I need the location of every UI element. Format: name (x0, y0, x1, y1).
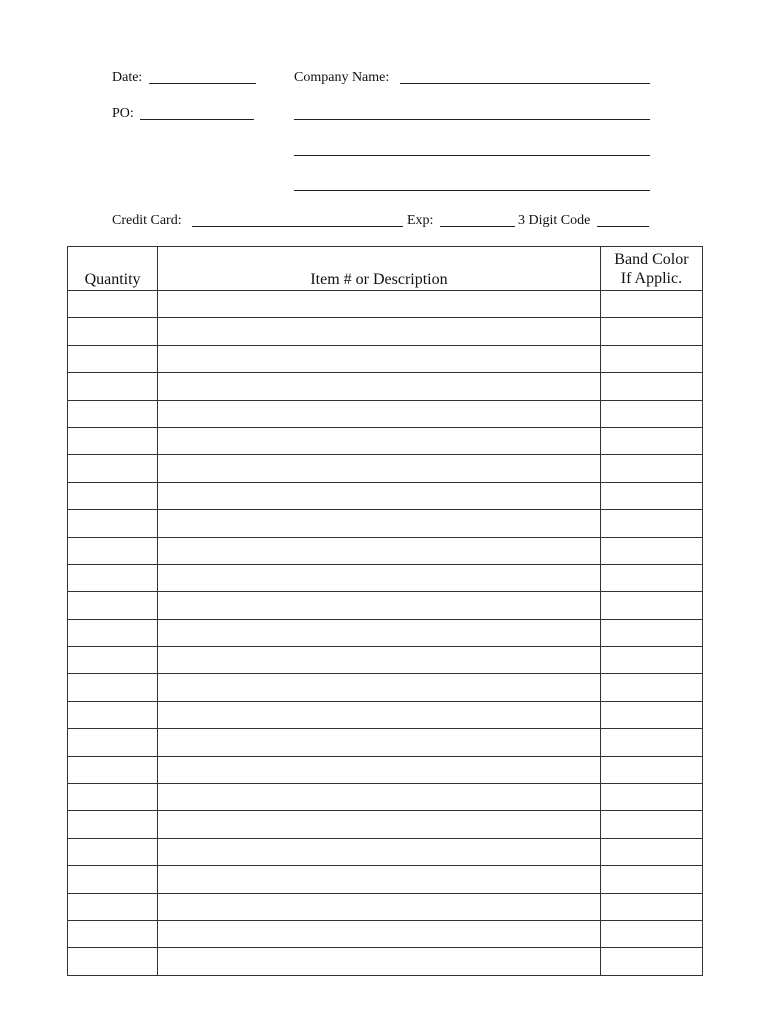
table-row (68, 838, 703, 865)
company-name-label: Company Name: (294, 70, 390, 85)
description-cell[interactable] (158, 756, 601, 783)
band-color-cell[interactable] (600, 811, 702, 838)
quantity-cell[interactable] (68, 592, 158, 619)
band-color-cell[interactable] (600, 866, 702, 893)
table-row (68, 345, 703, 372)
quantity-cell[interactable] (68, 619, 158, 646)
table-row (68, 537, 703, 564)
description-cell[interactable] (158, 811, 601, 838)
table-row (68, 893, 703, 920)
band-color-cell[interactable] (600, 756, 702, 783)
address-line-2[interactable] (294, 155, 650, 156)
table-row (68, 318, 703, 345)
table-row (68, 510, 703, 537)
quantity-cell[interactable] (68, 291, 158, 318)
quantity-cell[interactable] (68, 920, 158, 947)
table-row (68, 482, 703, 509)
table-row (68, 647, 703, 674)
description-cell[interactable] (158, 920, 601, 947)
band-color-cell[interactable] (600, 784, 702, 811)
band-color-cell[interactable] (600, 592, 702, 619)
band-color-cell[interactable] (600, 701, 702, 728)
band-color-cell[interactable] (600, 948, 702, 975)
exp-label: Exp: (407, 213, 434, 228)
band-color-cell[interactable] (600, 674, 702, 701)
table-row (68, 701, 703, 728)
table-row (68, 619, 703, 646)
description-cell[interactable] (158, 345, 601, 372)
description-cell[interactable] (158, 482, 601, 509)
table-row (68, 400, 703, 427)
band-color-cell[interactable] (600, 373, 702, 400)
band-color-cell[interactable] (600, 729, 702, 756)
band-color-cell[interactable] (600, 455, 702, 482)
description-cell[interactable] (158, 400, 601, 427)
description-cell[interactable] (158, 701, 601, 728)
items-table-body (68, 291, 703, 976)
credit-card-field-line[interactable] (192, 226, 403, 227)
description-cell[interactable] (158, 784, 601, 811)
table-row (68, 729, 703, 756)
address-line-1[interactable] (294, 119, 650, 120)
quantity-cell[interactable] (68, 373, 158, 400)
description-cell[interactable] (158, 510, 601, 537)
description-cell[interactable] (158, 893, 601, 920)
description-cell[interactable] (158, 318, 601, 345)
band-color-cell[interactable] (600, 619, 702, 646)
band-color-cell[interactable] (600, 510, 702, 537)
quantity-cell[interactable] (68, 510, 158, 537)
quantity-cell[interactable] (68, 948, 158, 975)
quantity-cell[interactable] (68, 400, 158, 427)
description-cell[interactable] (158, 455, 601, 482)
band-color-cell[interactable] (600, 920, 702, 947)
band-color-cell[interactable] (600, 427, 702, 454)
description-cell[interactable] (158, 592, 601, 619)
band-color-header-line-2: If Applic. (620, 269, 683, 287)
description-cell[interactable] (158, 427, 601, 454)
digit-code-field-line[interactable] (597, 226, 649, 227)
credit-card-label: Credit Card: (112, 213, 182, 228)
quantity-cell[interactable] (68, 866, 158, 893)
band-color-cell[interactable] (600, 291, 702, 318)
band-color-cell[interactable] (600, 537, 702, 564)
quantity-column-header: Quantity (68, 247, 158, 291)
table-row (68, 427, 703, 454)
po-label: PO: (112, 106, 134, 121)
table-row (68, 920, 703, 947)
table-row (68, 291, 703, 318)
quantity-cell[interactable] (68, 537, 158, 564)
table-row (68, 948, 703, 975)
digit-code-label: 3 Digit Code (518, 213, 591, 228)
address-line-3[interactable] (294, 190, 650, 191)
quantity-cell[interactable] (68, 838, 158, 865)
po-field-line[interactable] (140, 119, 254, 120)
quantity-cell[interactable] (68, 893, 158, 920)
table-row (68, 592, 703, 619)
table-row (68, 373, 703, 400)
quantity-cell[interactable] (68, 564, 158, 591)
description-cell[interactable] (158, 948, 601, 975)
description-cell[interactable] (158, 729, 601, 756)
description-cell[interactable] (158, 373, 601, 400)
description-cell[interactable] (158, 564, 601, 591)
description-column-header: Item # or Description (158, 247, 601, 291)
quantity-cell[interactable] (68, 811, 158, 838)
table-row (68, 674, 703, 701)
quantity-cell[interactable] (68, 318, 158, 345)
date-field-line[interactable] (149, 83, 256, 84)
table-row (68, 784, 703, 811)
table-row (68, 811, 703, 838)
company-name-field-line[interactable] (400, 83, 650, 84)
date-label: Date: (112, 70, 143, 85)
exp-field-line[interactable] (440, 226, 515, 227)
quantity-cell[interactable] (68, 674, 158, 701)
description-cell[interactable] (158, 674, 601, 701)
quantity-cell[interactable] (68, 345, 158, 372)
description-cell[interactable] (158, 647, 601, 674)
band-color-cell[interactable] (600, 400, 702, 427)
band-color-cell[interactable] (600, 838, 702, 865)
band-color-cell[interactable] (600, 345, 702, 372)
band-color-cell[interactable] (600, 482, 702, 509)
table-row (68, 866, 703, 893)
quantity-cell[interactable] (68, 455, 158, 482)
table-row (68, 455, 703, 482)
quantity-cell[interactable] (68, 427, 158, 454)
band-color-cell[interactable] (600, 893, 702, 920)
band-color-column-header (600, 247, 702, 291)
band-color-header-line-1: Band Color (614, 250, 689, 268)
quantity-cell[interactable] (68, 784, 158, 811)
band-color-cell[interactable] (600, 647, 702, 674)
band-color-cell[interactable] (600, 318, 702, 345)
quantity-cell[interactable] (68, 647, 158, 674)
description-cell[interactable] (158, 838, 601, 865)
table-header-row (68, 247, 703, 291)
description-cell[interactable] (158, 291, 601, 318)
table-row (68, 756, 703, 783)
quantity-cell[interactable] (68, 482, 158, 509)
table-row (68, 564, 703, 591)
description-cell[interactable] (158, 866, 601, 893)
quantity-cell[interactable] (68, 756, 158, 783)
quantity-cell[interactable] (68, 701, 158, 728)
band-color-cell[interactable] (600, 564, 702, 591)
quantity-cell[interactable] (68, 729, 158, 756)
description-cell[interactable] (158, 537, 601, 564)
items-table (67, 246, 703, 976)
description-cell[interactable] (158, 619, 601, 646)
